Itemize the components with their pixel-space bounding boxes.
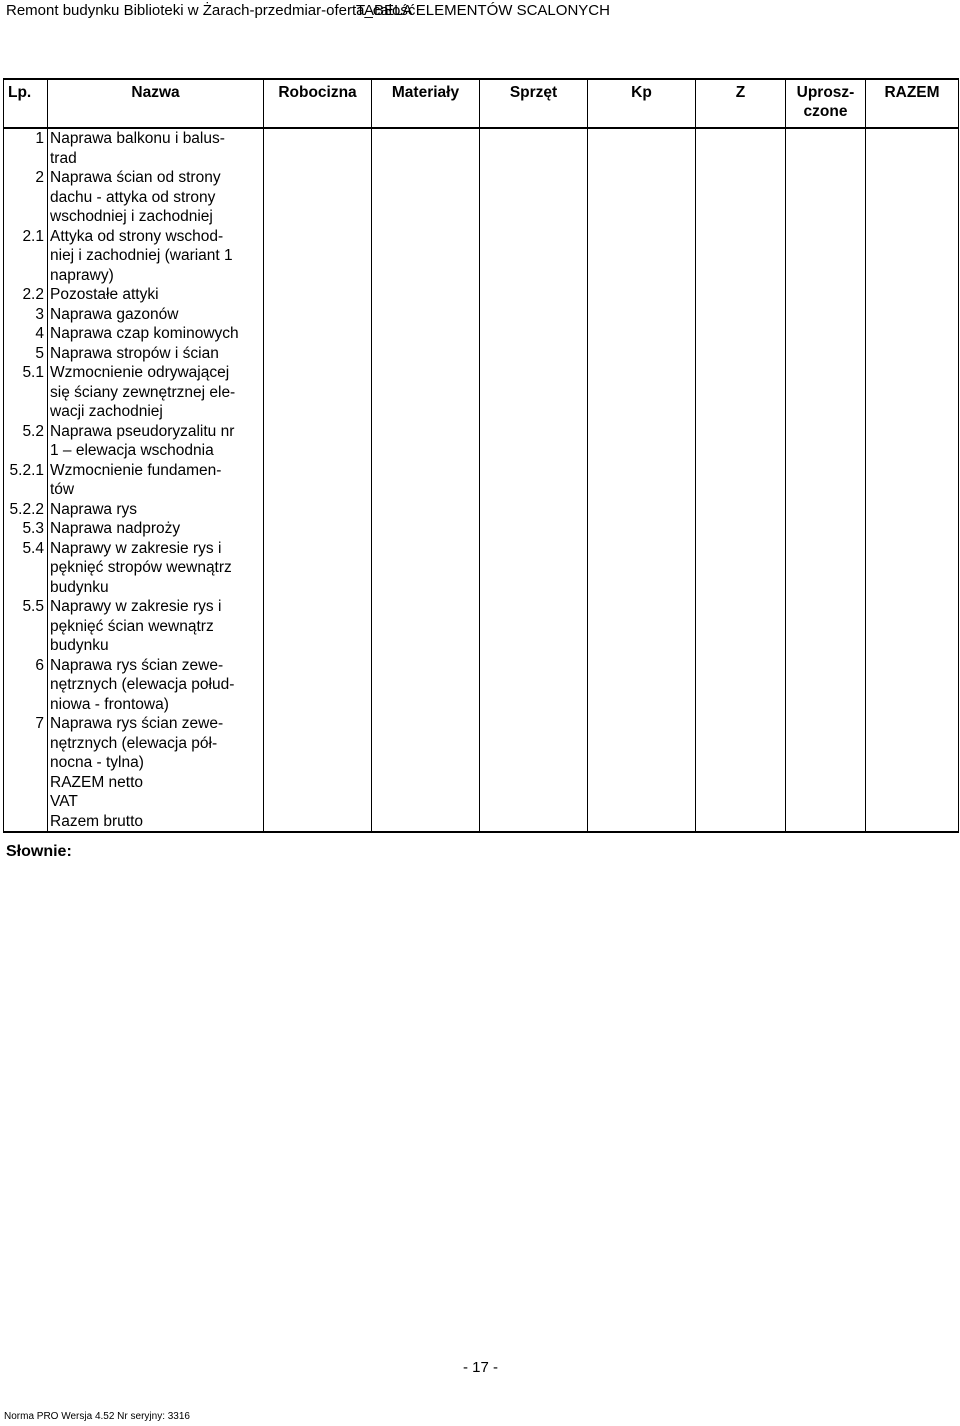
cell-sprzet <box>480 363 588 422</box>
cell-uproszczone <box>786 539 866 598</box>
cell-razem <box>866 363 959 422</box>
cell-materialy <box>372 656 480 715</box>
cell-materialy <box>372 305 480 325</box>
table-row <box>4 519 959 539</box>
cell-robocizna <box>264 363 372 422</box>
row-lp: 2 <box>4 168 48 227</box>
cell-razem <box>866 461 959 500</box>
column-header-razem: RAZEM <box>866 79 959 128</box>
cell-razem <box>866 773 959 793</box>
software-footer: Norma PRO Wersja 4.52 Nr seryjny: 3316 <box>4 1411 190 1422</box>
cell-robocizna <box>264 422 372 461</box>
row-name: Naprawa stropów i ścian <box>48 344 264 364</box>
cell-uproszczone <box>786 344 866 364</box>
cell-z <box>696 792 786 812</box>
cell-razem <box>866 285 959 305</box>
column-header-nazwa: Nazwa <box>48 79 264 128</box>
cell-materialy <box>372 422 480 461</box>
row-name: Razem brutto <box>48 812 264 833</box>
cell-robocizna <box>264 227 372 286</box>
cell-robocizna <box>264 597 372 656</box>
cell-z <box>696 656 786 715</box>
cell-kp <box>588 500 696 520</box>
cell-kp <box>588 812 696 833</box>
cell-materialy <box>372 168 480 227</box>
cell-robocizna <box>264 305 372 325</box>
row-lp: 5.2.1 <box>4 461 48 500</box>
cell-razem <box>866 227 959 286</box>
cell-kp <box>588 714 696 773</box>
row-lp <box>4 792 48 812</box>
cell-razem <box>866 792 959 812</box>
cell-robocizna <box>264 500 372 520</box>
cell-kp <box>588 539 696 598</box>
cell-kp <box>588 461 696 500</box>
table-row <box>4 714 959 773</box>
cell-razem <box>866 324 959 344</box>
cell-kp <box>588 285 696 305</box>
cell-materialy <box>372 773 480 793</box>
slownie-label: Słownie: <box>6 843 72 860</box>
row-name: Naprawa rys ścian zewe- nętrznych (elewacja połud- niowa - frontowa) <box>48 656 264 715</box>
row-lp: 5 <box>4 344 48 364</box>
cell-sprzet <box>480 812 588 833</box>
table-row <box>4 539 959 598</box>
cell-materialy <box>372 597 480 656</box>
row-lp: 5.5 <box>4 597 48 656</box>
cell-sprzet <box>480 539 588 598</box>
row-lp <box>4 773 48 793</box>
cell-razem <box>866 168 959 227</box>
cell-uproszczone <box>786 422 866 461</box>
cell-materialy <box>372 500 480 520</box>
cell-uproszczone <box>786 128 866 168</box>
cell-materialy <box>372 227 480 286</box>
cell-z <box>696 305 786 325</box>
summary-table <box>3 78 959 833</box>
cell-robocizna <box>264 714 372 773</box>
table-row <box>4 656 959 715</box>
cell-uproszczone <box>786 363 866 422</box>
cell-razem <box>866 812 959 833</box>
cell-razem <box>866 500 959 520</box>
cell-kp <box>588 597 696 656</box>
cell-sprzet <box>480 324 588 344</box>
cell-uproszczone <box>786 168 866 227</box>
cell-robocizna <box>264 344 372 364</box>
cell-z <box>696 597 786 656</box>
cell-robocizna <box>264 168 372 227</box>
row-name: Naprawa ścian od strony dachu - attyka od strony wschodniej i zachodniej <box>48 168 264 227</box>
cell-z <box>696 344 786 364</box>
cell-robocizna <box>264 324 372 344</box>
row-lp: 1 <box>4 128 48 168</box>
row-lp: 7 <box>4 714 48 773</box>
row-name: Naprawy w zakresie rys i pęknięć stropów wewnątrz budynku <box>48 539 264 598</box>
cell-robocizna <box>264 539 372 598</box>
cell-uproszczone <box>786 500 866 520</box>
cell-uproszczone <box>786 324 866 344</box>
cell-uproszczone <box>786 714 866 773</box>
table-header-row <box>4 79 959 128</box>
cell-kp <box>588 324 696 344</box>
cell-robocizna <box>264 519 372 539</box>
cell-kp <box>588 656 696 715</box>
cell-materialy <box>372 344 480 364</box>
cell-sprzet <box>480 773 588 793</box>
cell-sprzet <box>480 500 588 520</box>
table-row <box>4 128 959 168</box>
cell-kp <box>588 227 696 286</box>
table-row <box>4 773 959 793</box>
row-lp: 5.1 <box>4 363 48 422</box>
row-lp <box>4 812 48 833</box>
row-lp: 5.4 <box>4 539 48 598</box>
cell-razem <box>866 305 959 325</box>
cell-materialy <box>372 363 480 422</box>
table-row <box>4 461 959 500</box>
cell-uproszczone <box>786 227 866 286</box>
row-name: RAZEM netto <box>48 773 264 793</box>
row-lp: 4 <box>4 324 48 344</box>
table-row <box>4 500 959 520</box>
column-header-robocizna: Robocizna <box>264 79 372 128</box>
column-header-lp: Lp. <box>4 79 48 128</box>
cell-sprzet <box>480 597 588 656</box>
cell-sprzet <box>480 227 588 286</box>
table-row <box>4 597 959 656</box>
cell-z <box>696 363 786 422</box>
cell-robocizna <box>264 285 372 305</box>
cell-uproszczone <box>786 792 866 812</box>
cell-uproszczone <box>786 812 866 833</box>
row-name: Naprawa pseudoryzalitu nr 1 – elewacja wschodnia <box>48 422 264 461</box>
cell-kp <box>588 792 696 812</box>
cell-razem <box>866 714 959 773</box>
cell-z <box>696 500 786 520</box>
cell-sprzet <box>480 344 588 364</box>
cell-kp <box>588 519 696 539</box>
cell-z <box>696 168 786 227</box>
column-header-materialy: Materiały <box>372 79 480 128</box>
cell-kp <box>588 305 696 325</box>
cell-razem <box>866 344 959 364</box>
cell-uproszczone <box>786 519 866 539</box>
document-header-left: Remont budynku Biblioteki w Żarach-przedmiar-oferta_całość <box>6 2 416 19</box>
table-row <box>4 363 959 422</box>
row-lp: 6 <box>4 656 48 715</box>
document-header-right: TABELA ELEMENTÓW SCALONYCH <box>356 2 610 19</box>
row-name: Naprawy w zakresie rys i pęknięć ścian wewnątrz budynku <box>48 597 264 656</box>
cell-uproszczone <box>786 305 866 325</box>
cell-robocizna <box>264 128 372 168</box>
cell-razem <box>866 656 959 715</box>
cell-sprzet <box>480 305 588 325</box>
cell-razem <box>866 539 959 598</box>
cell-z <box>696 519 786 539</box>
cell-z <box>696 227 786 286</box>
row-lp: 3 <box>4 305 48 325</box>
row-name: Naprawa nadproży <box>48 519 264 539</box>
column-header-sprzet: Sprzęt <box>480 79 588 128</box>
column-header-z: Z <box>696 79 786 128</box>
cell-sprzet <box>480 519 588 539</box>
cell-z <box>696 285 786 305</box>
cell-sprzet <box>480 656 588 715</box>
cell-kp <box>588 422 696 461</box>
cell-kp <box>588 344 696 364</box>
table-row <box>4 792 959 812</box>
page-number: - 17 - <box>463 1359 499 1376</box>
cell-razem <box>866 422 959 461</box>
row-name: Naprawa balkonu i balus- trad <box>48 128 264 168</box>
cell-z <box>696 128 786 168</box>
cell-materialy <box>372 714 480 773</box>
table-row <box>4 227 959 286</box>
table-row <box>4 344 959 364</box>
cell-materialy <box>372 324 480 344</box>
cell-z <box>696 714 786 773</box>
row-name: Naprawa rys ścian zewe- nętrznych (elewacja pół- nocna - tylna) <box>48 714 264 773</box>
cell-robocizna <box>264 812 372 833</box>
cell-z <box>696 422 786 461</box>
cell-robocizna <box>264 792 372 812</box>
cell-razem <box>866 597 959 656</box>
row-lp: 5.2 <box>4 422 48 461</box>
cell-materialy <box>372 128 480 168</box>
cell-z <box>696 812 786 833</box>
row-name: Naprawa gazonów <box>48 305 264 325</box>
row-name: Attyka od strony wschod- niej i zachodniej (wariant 1 naprawy) <box>48 227 264 286</box>
cell-uproszczone <box>786 656 866 715</box>
cell-sprzet <box>480 168 588 227</box>
cell-z <box>696 539 786 598</box>
cell-materialy <box>372 539 480 598</box>
row-name: Wzmocnienie odrywającej się ściany zewnętrznej ele- wacji zachodniej <box>48 363 264 422</box>
cell-robocizna <box>264 773 372 793</box>
row-name: Naprawa rys <box>48 500 264 520</box>
cell-materialy <box>372 285 480 305</box>
row-name: Wzmocnienie fundamen- tów <box>48 461 264 500</box>
cell-kp <box>588 363 696 422</box>
table-row <box>4 422 959 461</box>
cell-robocizna <box>264 656 372 715</box>
cell-sprzet <box>480 461 588 500</box>
row-lp: 5.2.2 <box>4 500 48 520</box>
cell-sprzet <box>480 792 588 812</box>
table-row <box>4 324 959 344</box>
row-lp: 2.2 <box>4 285 48 305</box>
row-name: VAT <box>48 792 264 812</box>
cell-kp <box>588 168 696 227</box>
row-lp: 2.1 <box>4 227 48 286</box>
cell-kp <box>588 773 696 793</box>
cell-materialy <box>372 461 480 500</box>
table-row <box>4 168 959 227</box>
cell-kp <box>588 128 696 168</box>
column-header-uproszczone: Uprosz- czone <box>786 79 866 128</box>
table-row <box>4 305 959 325</box>
column-header-kp: Kp <box>588 79 696 128</box>
cell-uproszczone <box>786 773 866 793</box>
cell-razem <box>866 128 959 168</box>
row-name: Naprawa czap kominowych <box>48 324 264 344</box>
row-lp: 5.3 <box>4 519 48 539</box>
cell-sprzet <box>480 128 588 168</box>
table-row <box>4 812 959 833</box>
cell-materialy <box>372 519 480 539</box>
cell-uproszczone <box>786 597 866 656</box>
cell-materialy <box>372 792 480 812</box>
cell-z <box>696 773 786 793</box>
cell-sprzet <box>480 422 588 461</box>
cell-z <box>696 461 786 500</box>
cell-materialy <box>372 812 480 833</box>
cell-sprzet <box>480 285 588 305</box>
cell-robocizna <box>264 461 372 500</box>
table-row <box>4 285 959 305</box>
row-name: Pozostałe attyki <box>48 285 264 305</box>
cell-uproszczone <box>786 285 866 305</box>
cell-uproszczone <box>786 461 866 500</box>
cell-razem <box>866 519 959 539</box>
cell-sprzet <box>480 714 588 773</box>
cell-z <box>696 324 786 344</box>
